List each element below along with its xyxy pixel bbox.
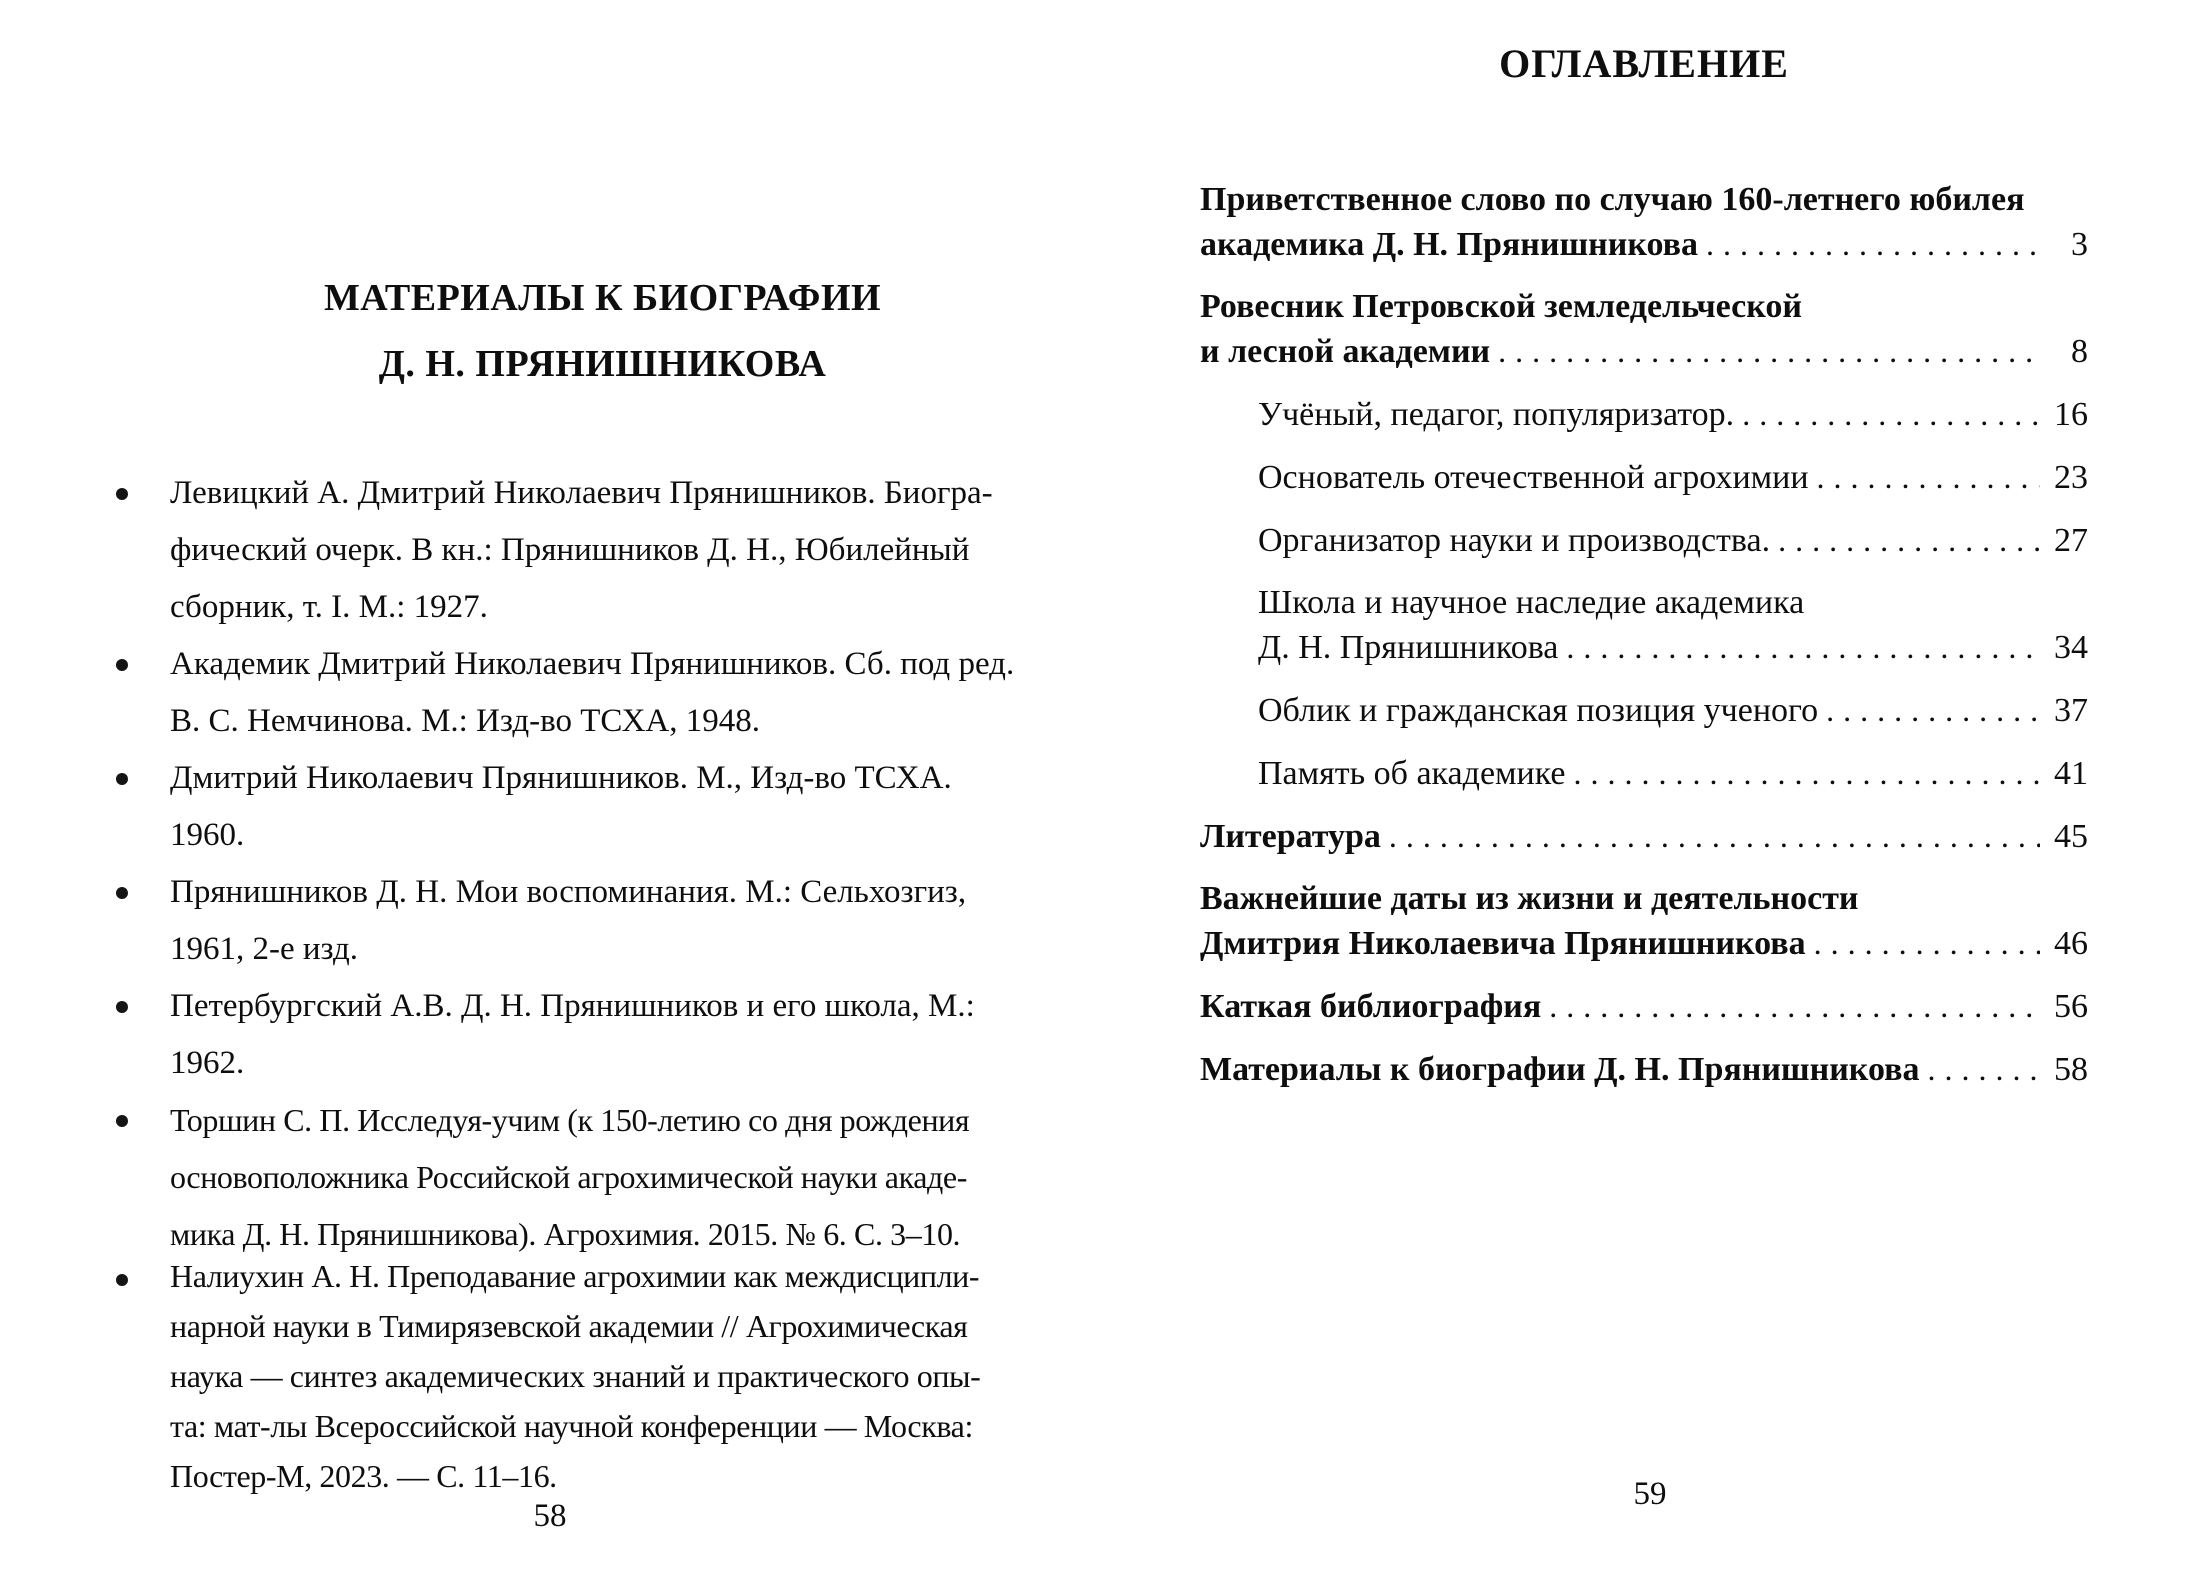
bibliography-item [170,1251,1035,1501]
toc-row [1258,392,2088,437]
toc-page-number: 27 [2054,522,2088,559]
bib-line: Академик Дмитрий Николаевич Прянишников. Сб. под ред. [170,646,1015,682]
bib-lines [170,1092,1035,1263]
toc-row [1200,222,2088,267]
toc-pre-line: Ровесник Петровской земледельческой [1200,288,1803,325]
bib-lines [170,1251,1035,1501]
bibliography-item [170,750,1035,864]
leader-dots [1826,688,2040,732]
leader-dots [1927,1047,2040,1091]
toc-entry [1200,814,2088,859]
bib-line: Постер-М, 2023. — С. 11–16. [170,1458,557,1494]
leader-dots [1778,518,2040,562]
leader-dots [1814,921,2040,965]
leader-dots [1498,329,2040,373]
toc-list [1200,178,2088,1092]
bib-line: 1961, 2-е изд. [170,931,359,967]
bibliography-list [170,465,1035,1501]
bibliography-item [170,1092,1035,1263]
bib-line: мика Д. Н. Прянишникова). Агрохимия. 2015. № 6. С. 3–10. [170,1216,961,1252]
toc-entry [1200,751,2088,796]
bullet-icon [116,659,128,671]
bib-line: Налиухин А. Н. Преподавание агрохимии как междисципли- [170,1258,980,1294]
bib-line: основоположника Российской агрохимической науки акаде- [170,1159,967,1195]
bib-line: Торшин С. П. Исследуя-учим (к 150-летию со дня рождения [170,1102,970,1138]
toc-page-number: 58 [2054,1051,2088,1088]
bullet-icon [116,1001,128,1013]
page-number-left: 58 [533,1498,567,1534]
toc-entry-label: Дмитрия Николаевича Прянишникова [1200,925,1806,962]
toc-row [1200,814,2088,859]
leader-dots [1389,814,2040,858]
toc-entry-label: Учёный, педагог, популяризатор. [1258,396,1735,433]
bullet-icon [116,488,128,500]
toc-entry [1200,581,2088,670]
toc-entry [1200,688,2088,733]
bullet-icon [116,773,128,785]
toc-entry-label: Основатель отечественной агрохимии [1258,459,1809,496]
toc-entry [1200,285,2088,374]
toc-page-number: 41 [2054,755,2088,792]
toc-row [1200,984,2088,1029]
toc-page-number: 23 [2054,459,2088,496]
bullet-icon [116,1274,128,1286]
toc-entry-label: Облик и гражданская позиция ученого [1258,692,1819,729]
toc-title: ОГЛАВЛЕНИЕ [1499,41,1789,86]
toc-entry-label: академика Д. Н. Прянишникова [1200,226,1698,263]
bib-line: Прянишников Д. Н. Мои воспоминания. М.: Сельхозгиз, [170,874,967,910]
toc-page-number: 45 [2054,818,2088,855]
toc-row [1258,688,2088,733]
toc-entry [1200,984,2088,1029]
toc-pre-line: Приветственное слово по случаю 160-летнего юбилея [1200,181,2025,218]
toc-row [1258,751,2088,796]
bullet-icon [116,887,128,899]
toc-entry [1200,877,2088,966]
bibliography-item [170,465,1035,636]
bib-lines [170,978,1035,1092]
leader-dots [1706,222,2040,266]
toc-row [1200,921,2088,966]
section-title-line: МАТЕРИАЛЫ К БИОГРАФИИ [323,277,882,319]
toc-row [1200,329,2088,374]
bib-line: Петербургский А.В. Д. Н. Прянишников и его школа, М.: [170,988,975,1024]
toc-entry-label: Д. Н. Прянишникова [1258,629,1559,666]
right-page [1100,0,2200,1595]
toc-entry-label: и лесной академии [1200,333,1491,370]
bib-lines [170,465,1035,636]
leader-dots [1574,751,2040,795]
toc-entry-label: Память об академике [1258,755,1566,792]
toc-page-number: 56 [2054,988,2088,1025]
bib-lines [170,864,1035,978]
leader-dots [1566,625,2040,669]
toc-row [1258,518,2088,563]
toc-page-number: 8 [2071,333,2088,370]
toc-entry-label: Литература [1200,818,1381,855]
toc-page-number: 46 [2054,925,2088,962]
toc-row [1200,1047,2088,1092]
leader-dots [1742,392,2040,436]
bib-line: та: мат-лы Всероссийской научной конференции — Москва: [170,1408,973,1444]
bib-line: В. С. Немчинова. М.: Изд-во ТСХА, 1948. [170,703,760,739]
toc-pre-lines [1200,285,2088,329]
bib-line: фический очерк. В кн.: Прянишников Д. Н., Юбилейный [170,532,970,568]
bullet-icon [116,1115,128,1127]
bibliography-item [170,636,1035,750]
bib-line: 1962. [170,1045,245,1081]
bib-line: сборник, т. I. М.: 1927. [170,589,488,625]
toc-pre-line: Важнейшие даты из жизни и деятельности [1200,880,1859,917]
toc-page-number: 37 [2054,692,2088,729]
toc-row [1258,625,2088,670]
toc-pre-lines [1258,581,2088,625]
bib-line: наука — синтез академических знаний и практического опы- [170,1358,981,1394]
toc-page-number: 3 [2071,226,2088,263]
toc-entry-label: Материалы к биографии Д. Н. Прянишникова [1200,1051,1920,1088]
bib-lines [170,750,1035,864]
toc-page-number: 34 [2054,629,2088,666]
page-number-right: 59 [1633,1476,1667,1512]
toc-pre-lines [1200,877,2088,921]
toc-entry [1200,392,2088,437]
bib-line: нарной науки в Тимирязевской академии // Агрохимическая [170,1308,968,1344]
toc-entry [1200,1047,2088,1092]
toc-page-number: 16 [2054,396,2088,433]
leader-dots [1817,455,2040,499]
bib-line: 1960. [170,817,245,853]
toc-entry [1200,455,2088,500]
leader-dots [1549,984,2040,1028]
bib-line: Дмитрий Николаевич Прянишников. М., Изд-во ТСХА. [170,760,952,796]
section-title [170,265,1035,397]
bib-line: Левицкий А. Дмитрий Николаевич Прянишников. Биогра- [170,475,993,511]
toc-entry [1200,178,2088,267]
bibliography-item [170,978,1035,1092]
toc-row [1258,455,2088,500]
toc-entry [1200,518,2088,563]
bib-lines [170,636,1035,750]
toc-entry-label: Каткая библиография [1200,988,1542,1025]
section-title-line: Д. Н. ПРЯНИШНИКОВА [378,343,827,385]
toc-entry-label: Организатор науки и производства. [1258,522,1771,559]
toc-pre-line: Школа и научное наследие академика [1258,584,1805,621]
toc-pre-lines [1200,178,2088,222]
bibliography-item [170,864,1035,978]
